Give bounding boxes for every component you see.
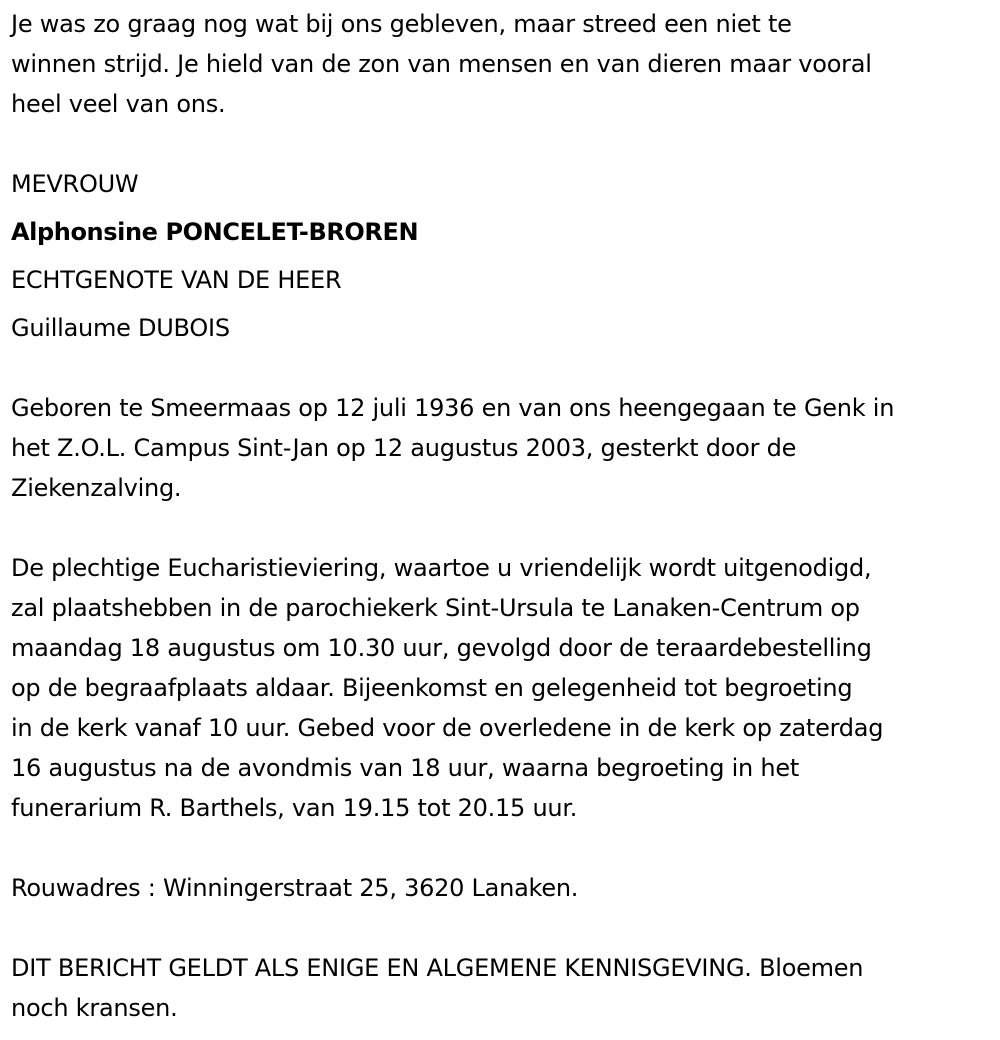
spacer (11, 508, 996, 548)
ceremony-line: op de begraafplaats aldaar. Bijeenkomst en gelegenheid tot begroeting (11, 674, 853, 702)
intro-line: winnen strijd. Je hield van de zon van mensen en van dieren maar vooral (11, 50, 872, 78)
address-paragraph (11, 868, 996, 908)
birth-death-line: Geboren te Smeermaas op 12 juli 1936 en van ons heengegaan te Genk in (11, 394, 895, 422)
spacer (11, 124, 996, 164)
ceremony-line: maandag 18 augustus om 10.30 uur, gevolgd door de teraardebestelling (11, 634, 872, 662)
relation: ECHTGENOTE VAN DE HEER (11, 266, 342, 294)
notice-line: DIT BERICHT GELDT ALS ENIGE EN ALGEMENE KENNISGEVING. Bloemen (11, 954, 864, 982)
ceremony-line: De plechtige Eucharistieviering, waartoe u vriendelijk wordt uitgenodigd, (11, 554, 872, 582)
address-line: Rouwadres : Winningerstraat 25, 3620 Lanaken. (11, 874, 579, 902)
notice-line: noch kransen. (11, 994, 178, 1022)
ceremony-paragraph (11, 548, 996, 828)
ceremony-line: funerarium R. Barthels, van 19.15 tot 20.15 uur. (11, 794, 578, 822)
spacer (11, 828, 996, 868)
spacer (11, 908, 996, 948)
spacer (11, 356, 996, 388)
birth-death-line: het Z.O.L. Campus Sint-Jan op 12 augustus 2003, gesterkt door de (11, 434, 797, 462)
notice-paragraph (11, 948, 996, 1028)
obituary-document (11, 4, 996, 1028)
deceased-name: Alphonsine PONCELET-BROREN (11, 218, 419, 246)
spouse-name: Guillaume DUBOIS (11, 314, 230, 342)
intro-paragraph (11, 4, 996, 124)
salutation: MEVROUW (11, 170, 139, 198)
ceremony-line: zal plaatshebben in de parochiekerk Sint-Ursula te Lanaken-Centrum op (11, 594, 860, 622)
intro-line: heel veel van ons. (11, 90, 226, 118)
birth-death-line: Ziekenzalving. (11, 474, 182, 502)
ceremony-line: in de kerk vanaf 10 uur. Gebed voor de overledene in de kerk op zaterdag (11, 714, 884, 742)
intro-line: Je was zo graag nog wat bij ons gebleven, maar streed een niet te (11, 10, 792, 38)
ceremony-line: 16 augustus na de avondmis van 18 uur, waarna begroeting in het (11, 754, 800, 782)
birth-death-paragraph (11, 388, 996, 508)
